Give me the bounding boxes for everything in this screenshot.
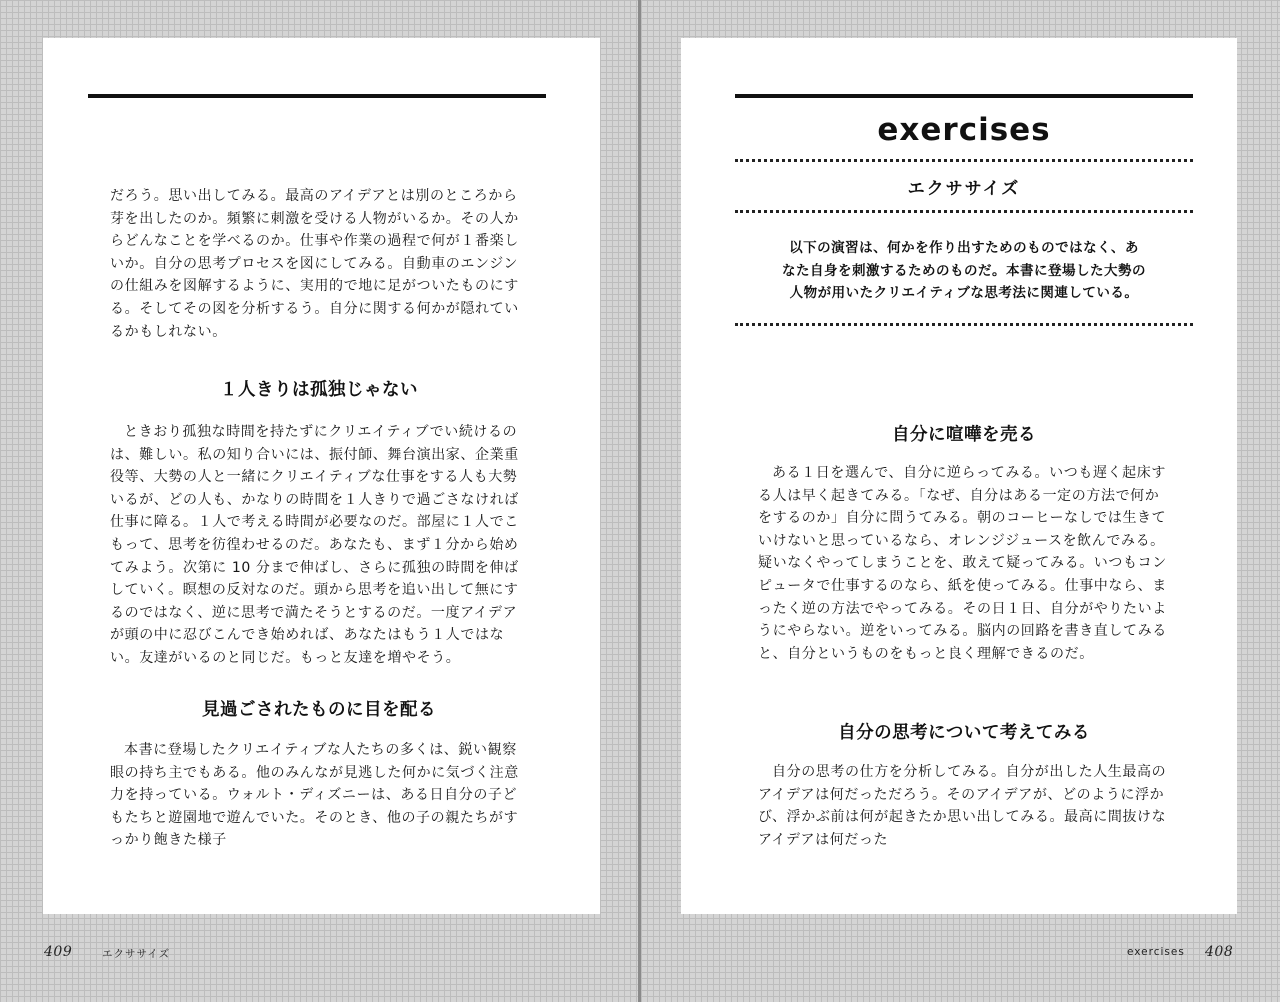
page-number: 408 [1205, 944, 1234, 960]
lead-line: 人物が用いたクリエイティブな思考法に関連している。 [789, 285, 1139, 301]
section-heading-observation: 見過ごされたものに目を配る [202, 700, 436, 720]
top-rule [735, 94, 1193, 98]
section-body-challenge: ある１日を選んで、自分に逆らってみる。いつも遅く起床する人は早く起きてみる。「なぜ、自分はある一定の方法で何かをするのか」自分に問うてみる。朝のコーヒーなしでは生きていけないと思っているなら、オレンジジュースを飲んでみる。疑いなくやってしまうことを、敢えて疑ってみる。いつもコンピュータで仕事するのなら、紙を使ってみる。仕事中なら、まったく逆の方法でやってみる。その日１日、自分がやりたいようにやらない。逆をいってみる。脳内の回路を書き直してみると、自分というものをもっと良く理解できるのだ。 [758, 465, 1167, 662]
section-body-solitude: ときおり孤独な時間を持たずにクリエイティブでい続けるのは、難しい。私の知り合いには、振付師、舞台演出家、企業重役等、大勢の人と一緒にクリエイティブな仕事をする人も大勢いるが、どの人も、かなりの時間を１人きりで過ごさなければ仕事に障る。１人で考える時間が必要なのだ。部屋に１人でこもって、思考を彷徨わせるのだ。あなたも、まず１分から始めてみよう。次第に 10 分まで伸ばし、さらに孤独の時間を伸ばしていく。瞑想の反対なのだ。頭から思考を追い出して無にするのではなく、逆に思考で満たそうとするのだ。一度アイデアが頭の中に忍びこんでき始めれば、あなたはもう１人ではない。友達がいるのと同じだ。もっと友達を増やそう。 [110, 424, 519, 666]
section-heading-solitude: １人きりは孤独じゃない [220, 380, 418, 400]
chapter-title: exercises [877, 112, 1051, 148]
section-body-observation: 本書に登場したクリエイティブな人たちの多くは、鋭い観察眼の持ち主でもある。他のみんなが見逃した何かに気づく注意力を持っている。ウォルト・ディズニーは、ある日自分の子どもたちと遊園地で遊んでいた。そのとき、他の子の親たちがすっかり飽きた様子 [110, 742, 519, 849]
section-body-thinking: 自分の思考の仕方を分析してみる。自分が出した人生最高のアイデアは何だっただろう。そのアイデアが、どのように浮かび、浮かぶ前は何が起きたか思い出してみる。最高に間抜けなアイデアは何だった [758, 764, 1167, 848]
left-page [0, 0, 638, 1002]
section-heading-thinking: 自分の思考について考えてみる [838, 723, 1090, 743]
dotted-divider [735, 210, 1193, 213]
top-rule [88, 94, 546, 98]
intro-paragraph: だろう。思い出してみる。最高のアイデアとは別のところから芽を出したのか。頻繁に刺激を受ける人物がいるか。その人からどんなことを学べるのか。仕事や作業の過程で何が１番楽しいか。自分の思考プロセスを図にしてみる。自動車のエンジンの仕組みを図解するように、実用的で地に足がついたものにする。そしてその図を分析するう。自分に関する何かが隠れているかもしれない。 [110, 188, 519, 340]
lead-line: 以下の演習は、何かを作り出すためのものではなく、あ [789, 240, 1139, 256]
running-head: exercises [1127, 946, 1185, 958]
running-head: エクササイズ [102, 948, 171, 960]
dotted-divider [735, 159, 1193, 162]
dotted-divider [735, 323, 1193, 326]
lead-line: なた自身を刺激するためのものだ。本書に登場した大勢の [782, 262, 1146, 279]
chapter-subtitle: エクササイズ [907, 179, 1021, 199]
page-number: 409 [44, 944, 73, 960]
lead-text [735, 237, 1193, 305]
section-heading-challenge: 自分に喧嘩を売る [892, 425, 1036, 445]
right-page [641, 0, 1280, 1002]
